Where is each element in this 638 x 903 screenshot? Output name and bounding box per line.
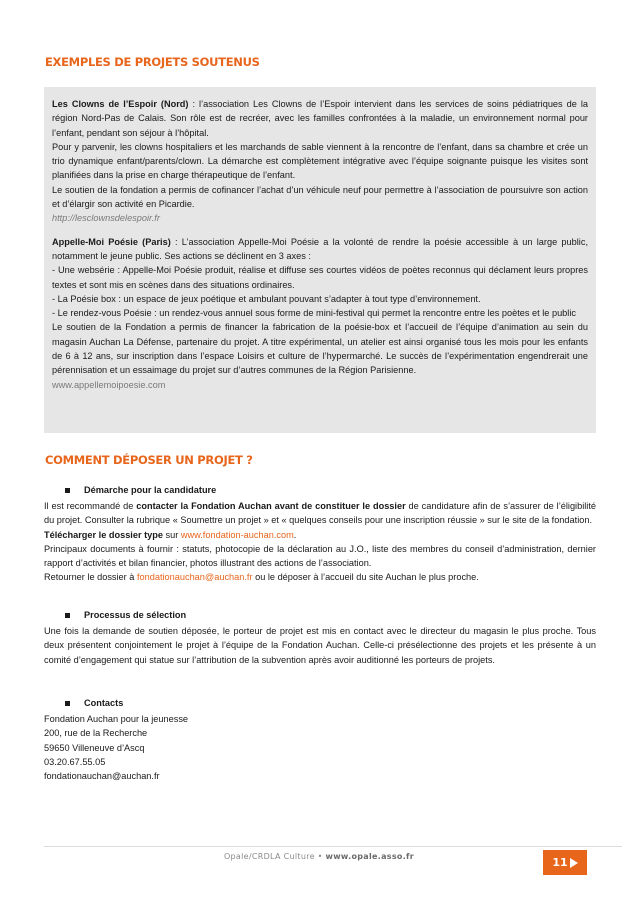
examples-box bbox=[44, 87, 596, 433]
contact-name: Fondation Auchan pour la jeunesse bbox=[44, 714, 189, 724]
footer-divider bbox=[44, 846, 622, 847]
fondation-website-link[interactable]: www.fondation-auchan.com bbox=[180, 529, 294, 540]
poesie-box: - La Poésie box : un espace de jeux poétique et ambulant pouvant s’adapter à tout type d’environnement. bbox=[52, 293, 481, 304]
square-bullet-icon bbox=[65, 701, 70, 706]
section-heading-deposit: COMMENT DÉPOSER UN PROJET ? bbox=[45, 453, 253, 467]
candidature-title: Démarche pour la candidature bbox=[84, 485, 217, 495]
candidature-text-1: Il est recommandé de contacter la Fondation Auchan avant de constituer le dossier de candidature afin de s’assurer de l’éligibilité du projet. Consulter la rubrique « Soumettre un projet » et « quelques conseils pour une inscription réussie » sur le site de la fondation. bbox=[44, 501, 596, 526]
page-number-badge bbox=[543, 850, 587, 875]
poesie-text: : L’association Appelle-Moi Poésie a la volonté de rendre la poésie accessible à un large public, notamment le jeune public. Ses actions se déclinent en 3 axes : bbox=[52, 236, 588, 261]
clowns-text: : l’association Les Clowns de l’Espoir intervient dans les services de soins pédiatriques de la région Nord-Pas de Calais. Son rôle est de recréer, avec les familles confrontées à la maladie, un environnement normal pour l’enfant, pendant son séjour à l’hôpital. bbox=[52, 99, 588, 138]
square-bullet-icon bbox=[65, 613, 70, 618]
poesie-paragraph bbox=[52, 235, 588, 264]
contact-street: 200, rue de la Recherche bbox=[44, 728, 148, 739]
selection-section bbox=[44, 608, 596, 667]
clowns-paragraph-3: Le soutien de la fondation a permis de cofinancer l’achat d’un véhicule neuf pour permettre à l’association de poursuivre son action et d’élargir son activité en Picardie. bbox=[52, 184, 588, 210]
candidature-text-2: Télécharger le dossier type sur www.fondation-auchan.com. bbox=[44, 529, 297, 540]
candidature-subheading bbox=[65, 483, 596, 497]
candidature-text-3: Principaux documents à fournir : statuts, photocopie de la déclaration au J.O., liste des membres du conseil d’administration, dernier rapport d’activités et bilan financier, photos illustrant des actions de l’association. bbox=[44, 543, 596, 569]
poesie-soutien: Le soutien de la Fondation a permis de financer la fabrication de la poésie-box et l’accueil de l’équipe d’animation au sein du magasin Auchan La Défense, partenaire du projet. A titre expérimental, un atelier est ainsi organisé tous les mois pour les enfants de 6 à 12 ans, sur inscription dans l’espace Loisirs et culture de l’hypermarché. Le succès de l’expérimentation engendrerait une pérennisation et un essaimage du projet sur d’autres communes de la Région Parisienne. bbox=[52, 322, 588, 376]
clowns-paragraph bbox=[52, 97, 588, 140]
footer-org: Opale/CRDLA Culture • bbox=[223, 852, 326, 861]
poesie-url-link[interactable]: www.appellemoipoesie.com bbox=[52, 379, 166, 390]
footer-website-link[interactable]: www.opale.asso.fr bbox=[325, 852, 415, 861]
contact-phone: 03.20.67.55.05 bbox=[44, 756, 106, 767]
clowns-paragraph-2: Pour y parvenir, les clowns hospitaliers et les marchands de sable viennent à la rencontre de l’enfant, dans sa chambre et crée un trio dynamique enfant/parents/clown. La démarche est complètement intégrative avec l’équipe soignante puisque les visites sont planifiées dans la prise en charge thérapeutique de l’enfant. bbox=[52, 141, 588, 181]
contact-email-link[interactable]: fondationauchan@auchan.fr bbox=[44, 771, 160, 782]
candidature-text-4: Retourner le dossier à fondationauchan@auchan.fr ou le déposer à l’accueil du site Auchan le plus proche. bbox=[44, 572, 479, 583]
selection-title: Processus de sélection bbox=[84, 610, 187, 620]
page-number: 11 bbox=[552, 856, 568, 869]
fondation-email-link[interactable]: fondationauchan@auchan.fr bbox=[136, 572, 253, 583]
poesie-title: Appelle-Moi Poésie (Paris) bbox=[52, 236, 171, 247]
section-heading-examples: EXEMPLES DE PROJETS SOUTENUS bbox=[45, 55, 260, 69]
clowns-title: Les Clowns de l’Espoir (Nord) bbox=[52, 99, 189, 109]
contact-city: 59650 Villeneuve d’Ascq bbox=[44, 742, 145, 753]
poesie-webserie: - Une websérie : Appelle-Moi Poésie produit, réalise et diffuse ses courtes vidéos de poètes reconnus qui déclament leurs propres textes et sont mis en scènes dans des situations ordinaires. bbox=[52, 265, 588, 290]
candidature-section bbox=[44, 483, 596, 585]
arrow-right-icon bbox=[570, 858, 578, 868]
contacts-subheading bbox=[65, 696, 596, 710]
contacts-title: Contacts bbox=[84, 698, 124, 708]
square-bullet-icon bbox=[65, 488, 70, 493]
clowns-url-link[interactable]: http://lesclownsdelespoir.fr bbox=[52, 213, 160, 224]
contacts-section bbox=[44, 696, 596, 783]
poesie-rendezvous: - Le rendez-vous Poésie : un rendez-vous annuel sous forme de mini-festival qui permet la rencontre entre les poètes et le public bbox=[52, 308, 576, 319]
selection-text: Une fois la demande de soutien déposée, le porteur de projet est mis en contact avec le directeur du magasin le plus proche. Tous deux présentent conjointement le projet à l’équipe de la Fondation Auchan. Celle-ci présélectionne des projets et les présente à un comité d’engagement qui statue sur l’attribution de la subvention après avoir auditionné les porteurs de projets. bbox=[44, 626, 596, 665]
selection-subheading bbox=[65, 608, 596, 622]
